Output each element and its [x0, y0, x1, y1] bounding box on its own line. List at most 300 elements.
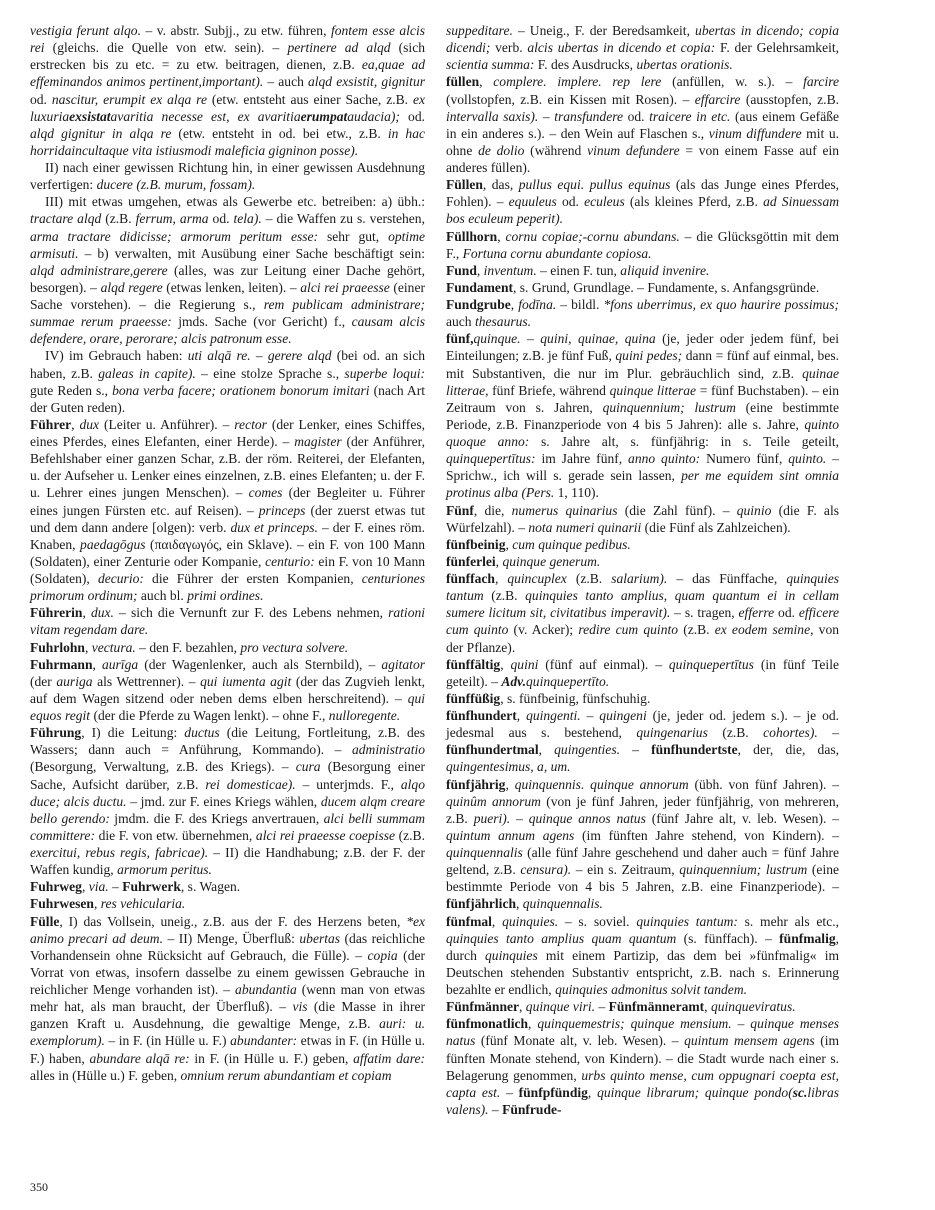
entry-text: ,	[538, 742, 555, 758]
entry-text: (gleichs. die Quelle von etw. sein). –	[44, 40, 288, 56]
entry-text: II) nach einer gewissen Richtung hin, in einer gewissen Ausdehnung verfertigen:	[30, 160, 425, 193]
entry-text: –	[510, 810, 529, 826]
entry-text: (der das Zugvieh lenkt, auf dem Wagen sitzend oder neben dems elben herschreitend). –	[30, 673, 425, 706]
latin-term: pullus equi. pullus equinus	[518, 177, 671, 193]
latin-term: quinquies.	[502, 913, 559, 929]
latin-term: omnium rerum abundantiam et copiam	[180, 1067, 392, 1083]
headword: Führung	[30, 725, 82, 741]
headword: Fuhrwerk	[122, 879, 181, 895]
latin-term: ubertas orationis.	[636, 57, 733, 73]
entry-text: = von einem Fasse auf ein anderes füllen).	[446, 142, 839, 175]
latin-term: vestigia ferunt alqo.	[30, 23, 141, 38]
latin-term: quinquennalis	[446, 845, 523, 860]
entry-text: –	[817, 725, 839, 741]
entry-text: –	[619, 742, 652, 758]
entry-text: od.	[556, 194, 585, 210]
latin-term: nulloregente.	[328, 708, 401, 723]
dictionary-entry	[30, 878, 425, 895]
entry-text: (v. Acker);	[508, 622, 579, 638]
entry-text: als Wettrenner). –	[92, 673, 201, 689]
latin-term: affatim dare:	[353, 1050, 425, 1066]
dictionary-entry	[446, 176, 839, 227]
latin-term: causam alcis defendere, orare, perorare; alcis patronum esse.	[30, 314, 425, 347]
latin-term: eculeus	[584, 194, 625, 210]
entry-text: alles in (Hülle u.) F. geben,	[30, 1067, 181, 1083]
entry-text: (der Lenker, eines Schiffes, eines Pferdes, eines Elefanten, einer Herde). –	[30, 416, 425, 449]
latin-term: paedagōgus	[80, 536, 146, 552]
latin-term: quinquemestris; quinque mensium.	[537, 1016, 732, 1032]
page-number: 350	[30, 1180, 48, 1194]
dictionary-entry	[446, 570, 839, 656]
latin-term: intervalla saxis).	[446, 108, 539, 124]
latin-term: anno quinto:	[628, 451, 701, 467]
emphasis-text: erumpat	[300, 108, 348, 124]
entry-text: ,	[71, 416, 80, 432]
latin-term: primi ordines.	[187, 588, 264, 604]
dictionary-entry	[446, 656, 839, 690]
latin-term: tela).	[233, 211, 262, 227]
entry-text: (Leiter u. Anführer). –	[99, 416, 235, 432]
entry-text: (der Vorrat von etwas, insofern dasselbe zu einem gewissen Gebrauche in reichlicher Menge vorhanden ist). –	[30, 947, 425, 997]
entry-text: (fünf auf einmal). –	[538, 656, 669, 672]
latin-term: quini pedes;	[615, 348, 683, 364]
entry-text: – s. soviel.	[558, 913, 637, 929]
headword: Fuhrwesen	[30, 896, 94, 912]
entry-text: (alles, was zur Leitung einer Dache gehört, besorgen). –	[30, 262, 425, 295]
latin-term: vectura.	[91, 639, 136, 655]
entry-text: ,	[92, 656, 102, 672]
entry-text: , s. Grund, Grundlage. – Fundamente, s. Anfangsgründe.	[513, 279, 820, 295]
latin-term: vis	[292, 999, 308, 1015]
entry-text: (bei od. an sich haben, z.B.	[30, 348, 425, 381]
headword: fünfhundertmal	[446, 742, 539, 758]
entry-text: mit einem Partizip, das dem bei »fünfmalig« im Deutschen stehenden Substantiv entspricht, z.B. nach s. Erinnerung bezahlte er endlich,	[446, 947, 840, 997]
entry-text: (wenn man von etwas mehr hat, als man braucht, der Überfluß). –	[30, 982, 425, 1015]
entry-text: ,	[587, 1084, 598, 1100]
entry-text: dann = fünf auf einmal, bes. mit Substantiven, die nur im Plur. gebräuchlich sind, z.B.	[446, 348, 840, 381]
latin-term: alqd regere	[100, 279, 163, 295]
headword: Führerin	[30, 605, 83, 621]
entry-text: (Besorgung, Verwaltung, z.B. des Kriegs). –	[30, 759, 296, 775]
entry-text: – Sprichw., ich will s. gerade sein lassen,	[446, 451, 839, 484]
latin-term: rector	[234, 416, 267, 432]
latin-term: quingenties.	[554, 742, 620, 758]
entry-text: – II) Menge, Überfluß:	[162, 930, 300, 946]
entry-text: – b) verwalten, mit Ausübung einer Sache beschäftigt sein:	[78, 245, 425, 261]
latin-term: fontem esse alcis rei	[30, 23, 425, 56]
entry-text: ,	[505, 536, 513, 552]
headword: Fuhrlohn	[30, 639, 85, 655]
latin-term: salarium).	[611, 571, 668, 586]
latin-term: quinquies admonitus solvit tandem.	[555, 982, 747, 997]
latin-term: quinquepertītus:	[446, 451, 536, 467]
latin-term: cornu copiae;-cornu abundans.	[505, 228, 680, 244]
entry-text: , I) das Vollsein, uneig., z.B. aus der F. des Herzens beten,	[59, 913, 407, 929]
latin-term: dux et princeps.	[230, 519, 318, 535]
entry-text: (nach Art der Guten reden).	[30, 382, 425, 415]
entry-text: – einen F. tun,	[536, 262, 621, 278]
entry-text: mit u. ohne	[446, 125, 839, 158]
latin-term: administratio	[351, 742, 425, 758]
entry-text: – den F. bezahlen,	[135, 639, 241, 655]
entry-text: (das reichliche Vorhandensein ohne Rücksicht auf Gebrauch, die Fülle). –	[30, 930, 425, 963]
latin-term: res vehicularia.	[100, 896, 186, 912]
headword: fünf,	[446, 331, 474, 347]
entry-text: (die Fünf als Zahlzeichen).	[641, 519, 791, 535]
entry-text: (anfüllen, w. s.). –	[661, 74, 804, 90]
latin-term: transfundere	[554, 108, 623, 124]
entry-text: (im fünften Monate stehend, von Kindern). – die Stadt wurde nach einer s. Belagerung genommen,	[446, 1033, 840, 1083]
latin-term: agitator	[381, 656, 425, 672]
entry-text: jmdm. die F. des Kriegs anvertrauen,	[109, 810, 324, 826]
entry-text: ,	[500, 656, 511, 672]
latin-term: pro vectura solvere.	[240, 639, 349, 655]
headword: Fuhrweg	[30, 879, 82, 895]
latin-term: efferre	[738, 605, 775, 621]
entry-text: (s. fünffach). –	[676, 930, 780, 946]
left-column	[30, 22, 425, 1084]
latin-term: alci rei praeesse coepisse	[255, 827, 395, 843]
entry-text: od.	[399, 108, 425, 124]
latin-term: ducem alqm creare bello gerendo:	[30, 793, 425, 826]
dictionary-entry	[446, 330, 839, 501]
latin-term: inventum.	[483, 262, 537, 278]
latin-term: quingeni	[599, 708, 647, 723]
latin-term: auriga	[56, 673, 93, 689]
entry-text: (je, jeder oder jedem fünf, bei Einteilungen; z.B. je fünf Fuß,	[446, 331, 840, 364]
latin-term: optime armisuti.	[30, 228, 425, 261]
latin-term: alqd gignitur in alqa re	[30, 125, 172, 141]
latin-term: centurio:	[265, 553, 315, 569]
latin-term: aurīga	[101, 656, 139, 672]
dictionary-entry	[30, 639, 425, 656]
dictionary-entry	[446, 690, 839, 707]
latin-term: quinquepertīto.	[526, 673, 610, 689]
entry-text: (als das Junge eines Pferdes, Fohlen). –	[446, 177, 839, 210]
latin-term: ductus	[184, 725, 220, 741]
entry-text: –	[108, 879, 123, 895]
entry-text: (ausstopfen, z.B.	[740, 91, 839, 107]
entry-paragraph	[30, 159, 425, 193]
entry-text: 1, 110).	[554, 485, 599, 501]
entry-text: – das Fünffache,	[667, 571, 787, 586]
entry-text: ,	[82, 605, 91, 621]
entry-text: ,	[519, 999, 526, 1015]
latin-term: rationi vitam regendam dare.	[30, 605, 426, 638]
latin-term: quingentesimus, a, um.	[446, 759, 571, 775]
latin-term: quinque annos natus	[528, 810, 646, 826]
emphasis-text: Adv.	[501, 673, 527, 689]
latin-term: nota numeri quinarii	[528, 519, 642, 535]
entry-text: –	[520, 331, 541, 347]
headword: fünfbeinig	[446, 536, 506, 552]
latin-term: quinquepertītus	[668, 656, 754, 672]
latin-term: nascitur, erumpit ex alqa re	[51, 91, 207, 107]
entry-text: – s. tragen,	[670, 605, 739, 621]
latin-term: dux	[79, 416, 100, 432]
latin-term: decurio:	[97, 571, 144, 586]
latin-term: tractare alqd	[30, 211, 102, 227]
entry-text: Numero fünf,	[700, 451, 789, 467]
dictionary-entry	[446, 279, 839, 296]
right-column	[446, 22, 839, 1118]
latin-term: pertinere ad alqd	[287, 40, 391, 56]
entry-text: ,	[84, 639, 92, 655]
entry-text: auch	[446, 314, 475, 330]
headword: Fünfrude-	[502, 1101, 562, 1117]
latin-term: comes	[248, 485, 283, 501]
entry-text: –	[500, 1084, 519, 1100]
entry-text: – der F. eines röm. Knaben,	[30, 519, 425, 552]
entry-text: , I) die Leitung:	[81, 725, 185, 741]
entry-text: (der Anführer, Befehlshaber einer ganzen Schar, z.B. der röm. Reiterei, der Elefanten, u. der Aufseher u. Lenker eines einzelnen, z.B. eines Elefanten; u. der F. u. Lehrer eines jungen Menschen). –	[30, 434, 425, 501]
latin-term: alci belli summam committere:	[30, 810, 425, 843]
latin-term: aliquid invenire.	[620, 262, 710, 278]
entry-text: od.	[30, 91, 52, 107]
headword: Füllhorn	[446, 228, 498, 244]
entry-text: gute Reden s.,	[30, 382, 113, 398]
latin-term: *fons uberrimus, ex quo haurire possimus;	[603, 297, 839, 312]
entry-paragraph	[30, 22, 425, 159]
entry-text: , das,	[482, 177, 519, 193]
headword: Fund	[446, 262, 477, 278]
entry-text: – in F. (in Hülle u. F.)	[104, 1033, 231, 1049]
entry-text: (je, jeder od. jedem s.). – je od. jedesmal aus s. bestehend,	[446, 708, 839, 741]
latin-term: traicere in etc.	[649, 108, 731, 124]
latin-term: fodīna.	[518, 297, 557, 312]
entry-text: (sich erstrecken bis zu etc. = zu etw. beitragen, dienen, z.B.	[30, 40, 425, 73]
latin-term: quingenarius	[636, 725, 708, 741]
entry-text: –	[488, 1101, 503, 1117]
latin-term: quinto.	[788, 451, 827, 467]
latin-term: alqd exsistit, gignitur	[307, 74, 425, 90]
latin-term: per me equidem sint omnia protinus alba (Pers.	[446, 468, 840, 501]
headword: fünfjährig	[446, 776, 506, 792]
entry-text: (eine bestimmte Periode von 4 bis 5 Jahren, z.B. eine Finanzperiode). –	[446, 862, 839, 895]
headword: Fuhrmann	[30, 656, 93, 672]
entry-text: ,	[491, 913, 503, 929]
latin-term: qui iumenta agit	[200, 673, 292, 689]
entry-text: – auch	[263, 74, 308, 90]
latin-term: quini	[510, 656, 539, 672]
dictionary-entry	[446, 228, 839, 262]
latin-term: quinquies tanto amplius, quam quantum ei in cellam sumere licitum sit, civitatibus imperavit).	[446, 588, 840, 621]
headword: fünffüßig	[446, 690, 501, 706]
entry-text: s. mehr als etc.,	[737, 913, 839, 929]
latin-term: abundantia	[235, 982, 297, 997]
entry-text: –	[595, 999, 609, 1015]
entry-text: , s. Wagen.	[180, 879, 241, 895]
latin-term: princeps	[258, 502, 306, 518]
latin-term: alci rei praeesse	[300, 279, 390, 295]
latin-term: uti alqā re. – gerere alqd	[187, 348, 332, 364]
latin-term: audacia);	[347, 108, 400, 124]
headword: fünfjährlich	[446, 896, 516, 912]
headword: fünffältig	[446, 656, 501, 672]
dictionary-entry	[446, 73, 839, 176]
latin-term: quinquies	[485, 947, 538, 963]
entry-text: (aus einem Gefäße in ein anderes s.). – den Wein auf Flaschen s.,	[446, 108, 839, 141]
latin-term: magister	[294, 434, 342, 449]
latin-term: pueri).	[473, 810, 511, 826]
latin-term: bona verba facere; orationem bonorum imitari	[112, 382, 370, 398]
latin-term: armorum peritus.	[117, 862, 212, 878]
latin-term: redire cum quinto	[578, 622, 679, 638]
dictionary-entry	[446, 913, 839, 999]
entry-text: ,	[704, 999, 711, 1015]
entry-text: jmds. Sache (vor Gericht) f.,	[171, 314, 352, 330]
latin-term: centuriones primorum ordinum;	[30, 571, 425, 604]
entry-text: – bildl.	[556, 297, 604, 312]
entry-paragraph	[446, 22, 839, 73]
entry-text: (von je fünf Jahren, jeder fünfjährig, von mehreren, z.B.	[446, 793, 839, 826]
entry-text: ,	[93, 896, 101, 912]
dictionary-entry	[446, 536, 839, 553]
latin-term: alqd administrare,gerere	[30, 262, 168, 278]
entry-text: (etw. entsteht aus einer Sache, z.B.	[206, 91, 413, 107]
latin-term: ubertas	[299, 930, 341, 946]
latin-term: quinquies tantum	[446, 571, 839, 604]
entry-text: (in fünf Teile geteilt). –	[446, 656, 839, 689]
latin-term: quinque.	[473, 331, 521, 347]
latin-term: rem publicam administrare; summae rerum praeesse:	[30, 297, 425, 330]
entry-text: , die,	[473, 502, 512, 518]
latin-term: copia	[367, 947, 398, 963]
emphasis-text: sc.	[792, 1084, 808, 1100]
entry-text: (übh. von fünf Jahren). –	[688, 776, 840, 792]
headword: füllen	[446, 74, 480, 90]
latin-term: quinque generum.	[502, 553, 601, 569]
entry-text: (z.B.	[395, 827, 425, 843]
entry-text: (der die Pferde zu Wagen lenkt). – ohne F.,	[90, 708, 329, 723]
entry-text: die Führer der ersten Kompanien,	[143, 571, 362, 586]
latin-term: quinquennalis.	[522, 896, 603, 912]
dictionary-entry	[446, 553, 839, 570]
headword: fünfmonatlich	[446, 1016, 529, 1032]
latin-term: quincuplex	[507, 571, 567, 586]
dictionary-entry	[30, 604, 425, 638]
entry-text: –	[580, 708, 600, 723]
latin-term: auri: u. exemplorum).	[30, 1016, 425, 1049]
entry-text: (z.B.	[566, 571, 612, 586]
entry-text: ,	[516, 708, 527, 723]
entry-text: (als kleines Pferd, z.B.	[624, 194, 764, 210]
latin-term: de dolio	[478, 142, 525, 158]
latin-term: quintum mensem agens	[684, 1033, 815, 1049]
dictionary-entry	[446, 502, 839, 536]
latin-term: quinquennis. quinque annorum	[514, 776, 689, 792]
entry-text: ,	[497, 228, 506, 244]
dictionary-entry	[30, 656, 425, 725]
latin-term: ferrum, arma	[135, 211, 209, 227]
latin-term: *ex animo precari ad deum.	[30, 913, 425, 946]
latin-term: complere. implere. rep lere	[493, 74, 662, 90]
latin-term: alqo duce; alcis ductu.	[30, 776, 425, 809]
entry-text: (die Zahl fünf). –	[617, 502, 737, 518]
latin-term: quinque librarum; quinque pondo(	[597, 1084, 793, 1100]
dictionary-entry	[30, 724, 425, 878]
latin-term: quinûm annorum	[446, 793, 541, 809]
latin-term: quinque menses natus	[446, 1016, 839, 1049]
entry-text: (παιδαγωγός, ein Sklave). – ein F. von 100 Mann (Soldaten), einer Zenturie oder Kompanie,	[30, 536, 425, 569]
entry-text: ,	[510, 297, 519, 312]
latin-term: ubertas in dicendo; copia dicendi;	[446, 23, 839, 56]
entry-text: III) mit etwas umgehen, etwas als Gewerbe etc. betreiben: a) übh.:	[45, 194, 425, 210]
entry-text: od.	[774, 605, 799, 621]
dictionary-entry	[30, 913, 425, 1084]
entry-text: = fünf Buchstaben). – ein Zeitraum von s. Jahren,	[446, 382, 839, 415]
entry-text: – die Glücksgöttin mit dem F.,	[446, 228, 839, 261]
entry-text: (z.B.	[483, 588, 526, 604]
entry-text: (eine bestimmte Periode, z.B. Finanzperiode von 4 bis 5 Jahren): alle s. Jahre,	[446, 399, 839, 432]
dictionary-entry	[446, 262, 839, 279]
entry-text: (die Masse in ihrer ganzen Kraft u. Ausdehnung, die gewaltige Menge, z.B.	[30, 999, 425, 1032]
headword: fünferlei	[446, 553, 496, 569]
entry-text: (etwas lenken, leiten). –	[162, 279, 301, 295]
entry-text: (im fünften Jahre stehend, von Kindern). –	[574, 827, 839, 843]
headword: Fülle	[30, 913, 60, 929]
latin-term: effarcire	[694, 91, 741, 107]
latin-term: libras valens).	[446, 1084, 840, 1117]
latin-term: arma tractare didicisse; armorum peritum esse:	[30, 228, 319, 244]
entry-text: , durch	[446, 930, 839, 963]
entry-text: fünf Briefe, während	[488, 382, 610, 398]
entry-text: etwas in F. (in Hülle u. F.) haben,	[30, 1033, 425, 1066]
latin-term: cohortes).	[763, 725, 818, 741]
dictionary-entry	[446, 707, 839, 776]
latin-term: suppeditare.	[446, 23, 513, 38]
latin-term: ex luxuria	[30, 91, 425, 124]
headword: Fünf	[446, 502, 474, 518]
latin-term: avaritia necesse est, ex avaritia	[110, 108, 301, 124]
latin-term: abundanter:	[230, 1033, 298, 1049]
entry-text: IV) im Gebrauch haben:	[45, 348, 188, 364]
entry-text: (Besorgung einer Sache, Aufsicht darüber, z.B.	[30, 759, 425, 792]
latin-term: quinquennium; lustrum	[602, 399, 736, 415]
latin-term: ea,quae ad effeminandos animos pertinent,important).	[30, 57, 425, 90]
latin-term: quinque litterae	[609, 382, 697, 398]
entry-text: ,	[494, 571, 508, 586]
entry-text: (z.B.	[707, 725, 764, 741]
headword: fünfhundertste	[651, 742, 738, 758]
entry-text: (der Wagenlenker, auch als Sternbild), –	[138, 656, 382, 672]
entry-text: (z.B.	[101, 211, 136, 227]
latin-term: quinio	[736, 502, 772, 518]
headword: Füllen	[446, 177, 483, 193]
entry-text: (einer Sache vorstehen). – die Regierung s.,	[30, 279, 425, 312]
entry-text: (etw. entsteht in od. bei etw., z.B.	[171, 125, 388, 141]
headword: Fundgrube	[446, 297, 511, 312]
latin-term: quintum annum agens	[446, 827, 575, 843]
latin-term: ex eodem semine,	[714, 622, 814, 638]
dictionary-entry	[30, 416, 425, 604]
entry-text: (der zuerst etwas tut und dem dann andere [olgen): verb.	[30, 502, 425, 535]
latin-term: Fortuna cornu abundante copiosa.	[462, 245, 652, 261]
dictionary-entry	[446, 998, 839, 1015]
entry-text: – v. abstr. Subjj., zu etw. führen,	[140, 23, 331, 38]
entry-text: F. der Gelehrsamkeit,	[715, 40, 839, 56]
entry-text: ,	[528, 1016, 538, 1032]
latin-term: urbs quinto mense, cum oppugnari coepta est, capta est.	[446, 1067, 839, 1100]
latin-term: efficere cum quinto	[446, 605, 840, 638]
latin-term: via.	[88, 879, 109, 895]
headword: fünfpfündig	[518, 1084, 588, 1100]
entry-text: ,	[479, 74, 494, 90]
headword: fünfhundert	[446, 708, 517, 723]
entry-text: – sich die Vernunft zur F. des Lebens nehmen,	[113, 605, 389, 621]
latin-term: ducere (z.B. murum, fossam).	[96, 177, 256, 193]
entry-text: , s. fünfbeinig, fünfschuhig.	[500, 690, 651, 706]
